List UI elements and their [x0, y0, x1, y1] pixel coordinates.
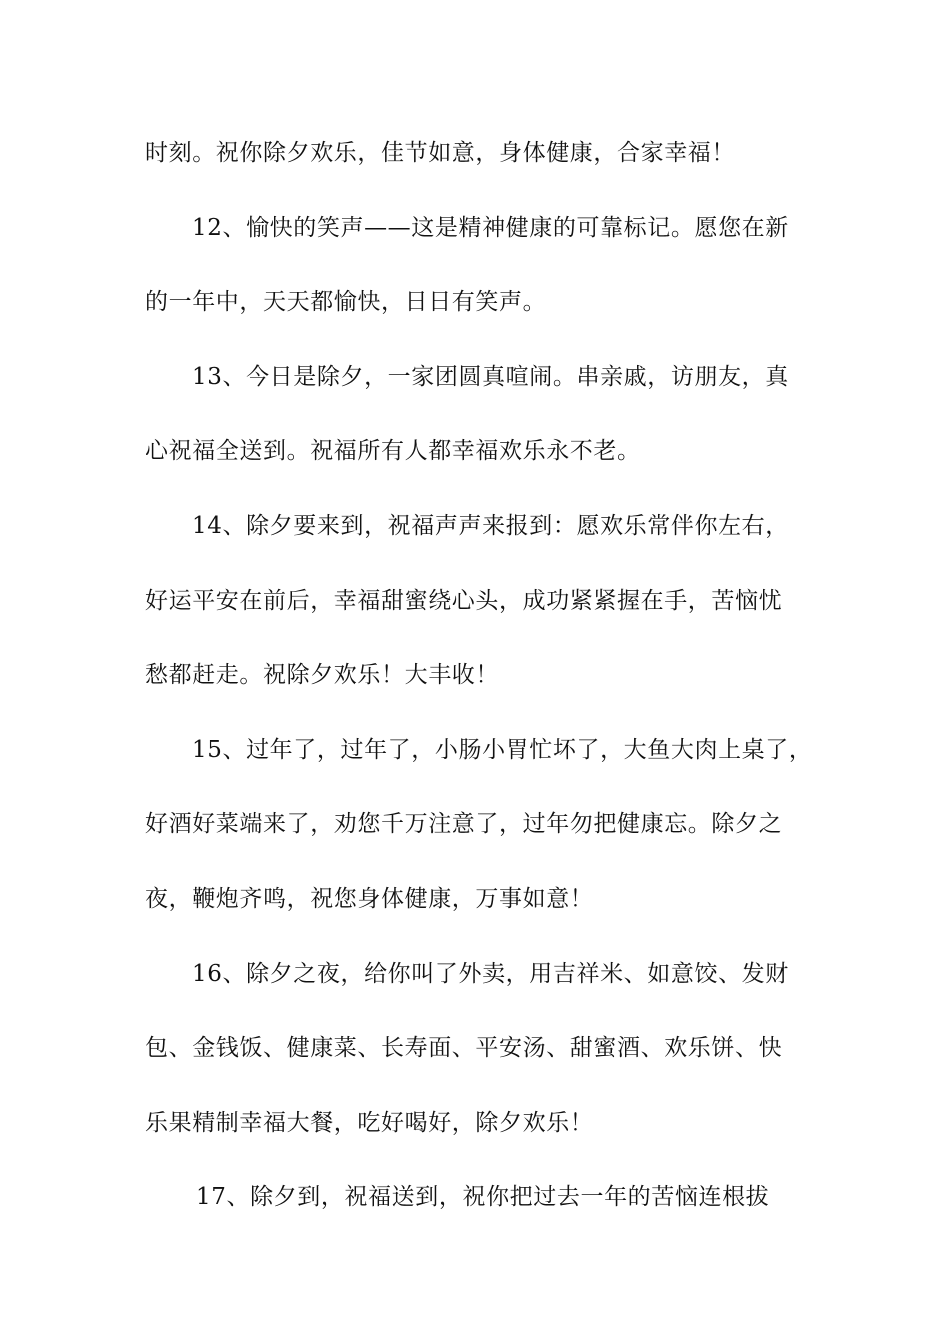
text-line: 乐果精制幸福大餐，吃好喝好，除夕欢乐！ — [145, 1109, 594, 1136]
paragraph-15-start: 15、过年了，过年了，小肠小胃忙坏了，大鱼大肉上桌了， — [192, 736, 813, 763]
paragraph-16-start: 16、除夕之夜，给你叫了外卖，用吉祥米、如意饺、发财 — [192, 960, 789, 987]
paragraph-14-start: 14、除夕要来到，祝福声声来报到：愿欢乐常伴你左右， — [192, 512, 789, 539]
text-line: 好酒好菜端来了，劝您千万注意了，过年勿把健康忘。除夕之 — [145, 811, 783, 838]
text-line: 好运平安在前后，幸福甜蜜绕心头，成功紧紧握在手，苦恼忧 — [145, 587, 783, 614]
text-line: 时刻。祝你除夕欢乐，佳节如意，身体健康，合家幸福！ — [145, 140, 735, 166]
paragraph-13-start: 13、今日是除夕，一家团圆真喧闹。串亲戚，访朋友，真 — [192, 363, 789, 390]
text-line: 包、金钱饭、健康菜、长寿面、平安汤、甜蜜酒、欢乐饼、快 — [145, 1035, 783, 1062]
text-line: 的一年中，天天都愉快，日日有笑声。 — [145, 289, 547, 316]
paragraph-12-start: 12、愉快的笑声——这是精神健康的可靠标记。愿您在新 — [192, 214, 789, 241]
paragraph-17-start: 17、除夕到，祝福送到，祝你把过去一年的苦恼连根拔 — [196, 1184, 770, 1211]
document-body — [145, 133, 845, 1252]
text-line: 愁都赶走。祝除夕欢乐！大丰收！ — [145, 662, 499, 689]
text-line: 夜，鞭炮齐鸣，祝您身体健康，万事如意！ — [145, 885, 594, 912]
text-line: 心祝福全送到。祝福所有人都幸福欢乐永不老。 — [145, 438, 641, 465]
